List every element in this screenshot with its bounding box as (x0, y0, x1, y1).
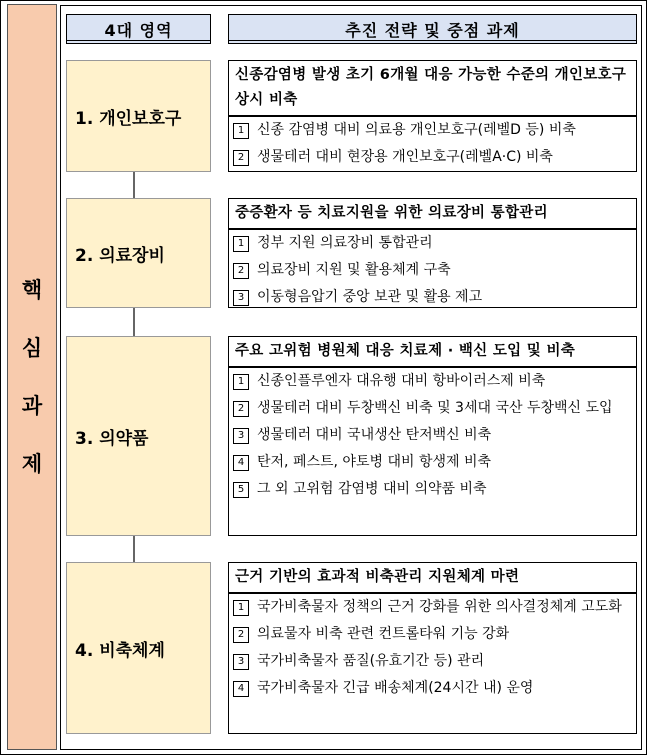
side-char: 핵 (21, 278, 43, 302)
area-medicine: 3. 의약품 (66, 336, 211, 536)
task-text: 신종인플루엔자 대유행 대비 항바이러스제 비축 (257, 373, 546, 389)
task-text: 국가비축물자 정책의 근거 강화를 위한 의사결정체계 고도화 (257, 599, 622, 615)
task-text: 신종 감염병 대비 의료용 개인보호구(레벨D 등) 비축 (257, 122, 576, 138)
task-number: 5 (233, 482, 249, 498)
task-item (229, 594, 636, 621)
task-number: 2 (233, 627, 249, 643)
task-number: 3 (233, 654, 249, 670)
task-number: 2 (233, 401, 249, 417)
task-text: 생물테러 대비 국내생산 탄저백신 비축 (257, 427, 492, 443)
task-item (229, 368, 636, 395)
side-char: 심 (21, 336, 43, 360)
task-number: 1 (233, 123, 249, 139)
task-number: 2 (233, 263, 249, 279)
task-text: 탄저, 페스트, 야토병 대비 항생제 비축 (257, 454, 492, 470)
core-tasks-label (7, 4, 57, 750)
side-char: 과 (21, 394, 43, 418)
strategy-header: 추진 전략 및 중점 과제 (228, 14, 637, 44)
task-text: 그 외 고위험 감염병 대비 의약품 비축 (257, 481, 487, 497)
task-number: 4 (233, 681, 249, 697)
task-text: 생물테러 대비 두창백신 비축 및 3세대 국산 두창백신 도입 (257, 400, 613, 416)
strategy-title: 근거 기반의 효과적 비축관리 지원체계 마련 (229, 563, 636, 594)
task-item (229, 144, 636, 171)
task-text: 의료장비 지원 및 활용체계 구축 (257, 262, 451, 278)
task-text: 정부 지원 의료장비 통합관리 (257, 235, 433, 251)
task-number: 1 (233, 374, 249, 390)
task-item (229, 230, 636, 257)
task-item (229, 284, 636, 311)
area-header: 4대 영역 (66, 14, 211, 44)
strategy-title: 신종감염병 발생 초기 6개월 대응 가능한 수준의 개인보호구 상시 비축 (229, 61, 636, 117)
task-text: 생물테러 대비 현장용 개인보호구(레벨A·C) 비축 (257, 149, 553, 165)
task-number: 3 (233, 290, 249, 306)
area-stockpile-system: 4. 비축체계 (66, 562, 211, 734)
task-item (229, 395, 636, 422)
strategy-box (228, 198, 637, 308)
task-number: 3 (233, 428, 249, 444)
area-personal-protective: 1. 개인보호구 (66, 60, 211, 172)
strategy-title: 중증환자 등 치료지원을 위한 의료장비 통합관리 (229, 199, 636, 230)
strategy-box (228, 336, 637, 536)
connector-line (133, 536, 135, 562)
task-item (229, 422, 636, 449)
task-item (229, 648, 636, 675)
task-text: 의료물자 비축 관련 컨트롤타워 기능 강화 (257, 626, 510, 642)
task-number: 2 (233, 150, 249, 166)
task-text: 이동형음압기 중앙 보관 및 활용 제고 (257, 289, 483, 305)
area-medical-equipment: 2. 의료장비 (66, 198, 211, 308)
task-text: 국가비축물자 품질(유효기간 등) 관리 (257, 653, 485, 669)
task-number: 1 (233, 236, 249, 252)
task-number: 4 (233, 455, 249, 471)
task-item (229, 117, 636, 144)
side-char: 제 (21, 452, 43, 476)
task-item (229, 449, 636, 476)
task-item (229, 257, 636, 284)
strategy-box (228, 562, 637, 734)
connector-line (133, 308, 135, 336)
task-item (229, 476, 636, 503)
connector-line (133, 172, 135, 198)
task-text: 국가비축물자 긴급 배송체계(24시간 내) 운영 (257, 680, 534, 696)
task-item (229, 621, 636, 648)
task-item (229, 675, 636, 702)
task-number: 1 (233, 600, 249, 616)
strategy-box (228, 60, 637, 172)
strategy-title: 주요 고위험 병원체 대응 치료제 · 백신 도입 및 비축 (229, 337, 636, 368)
